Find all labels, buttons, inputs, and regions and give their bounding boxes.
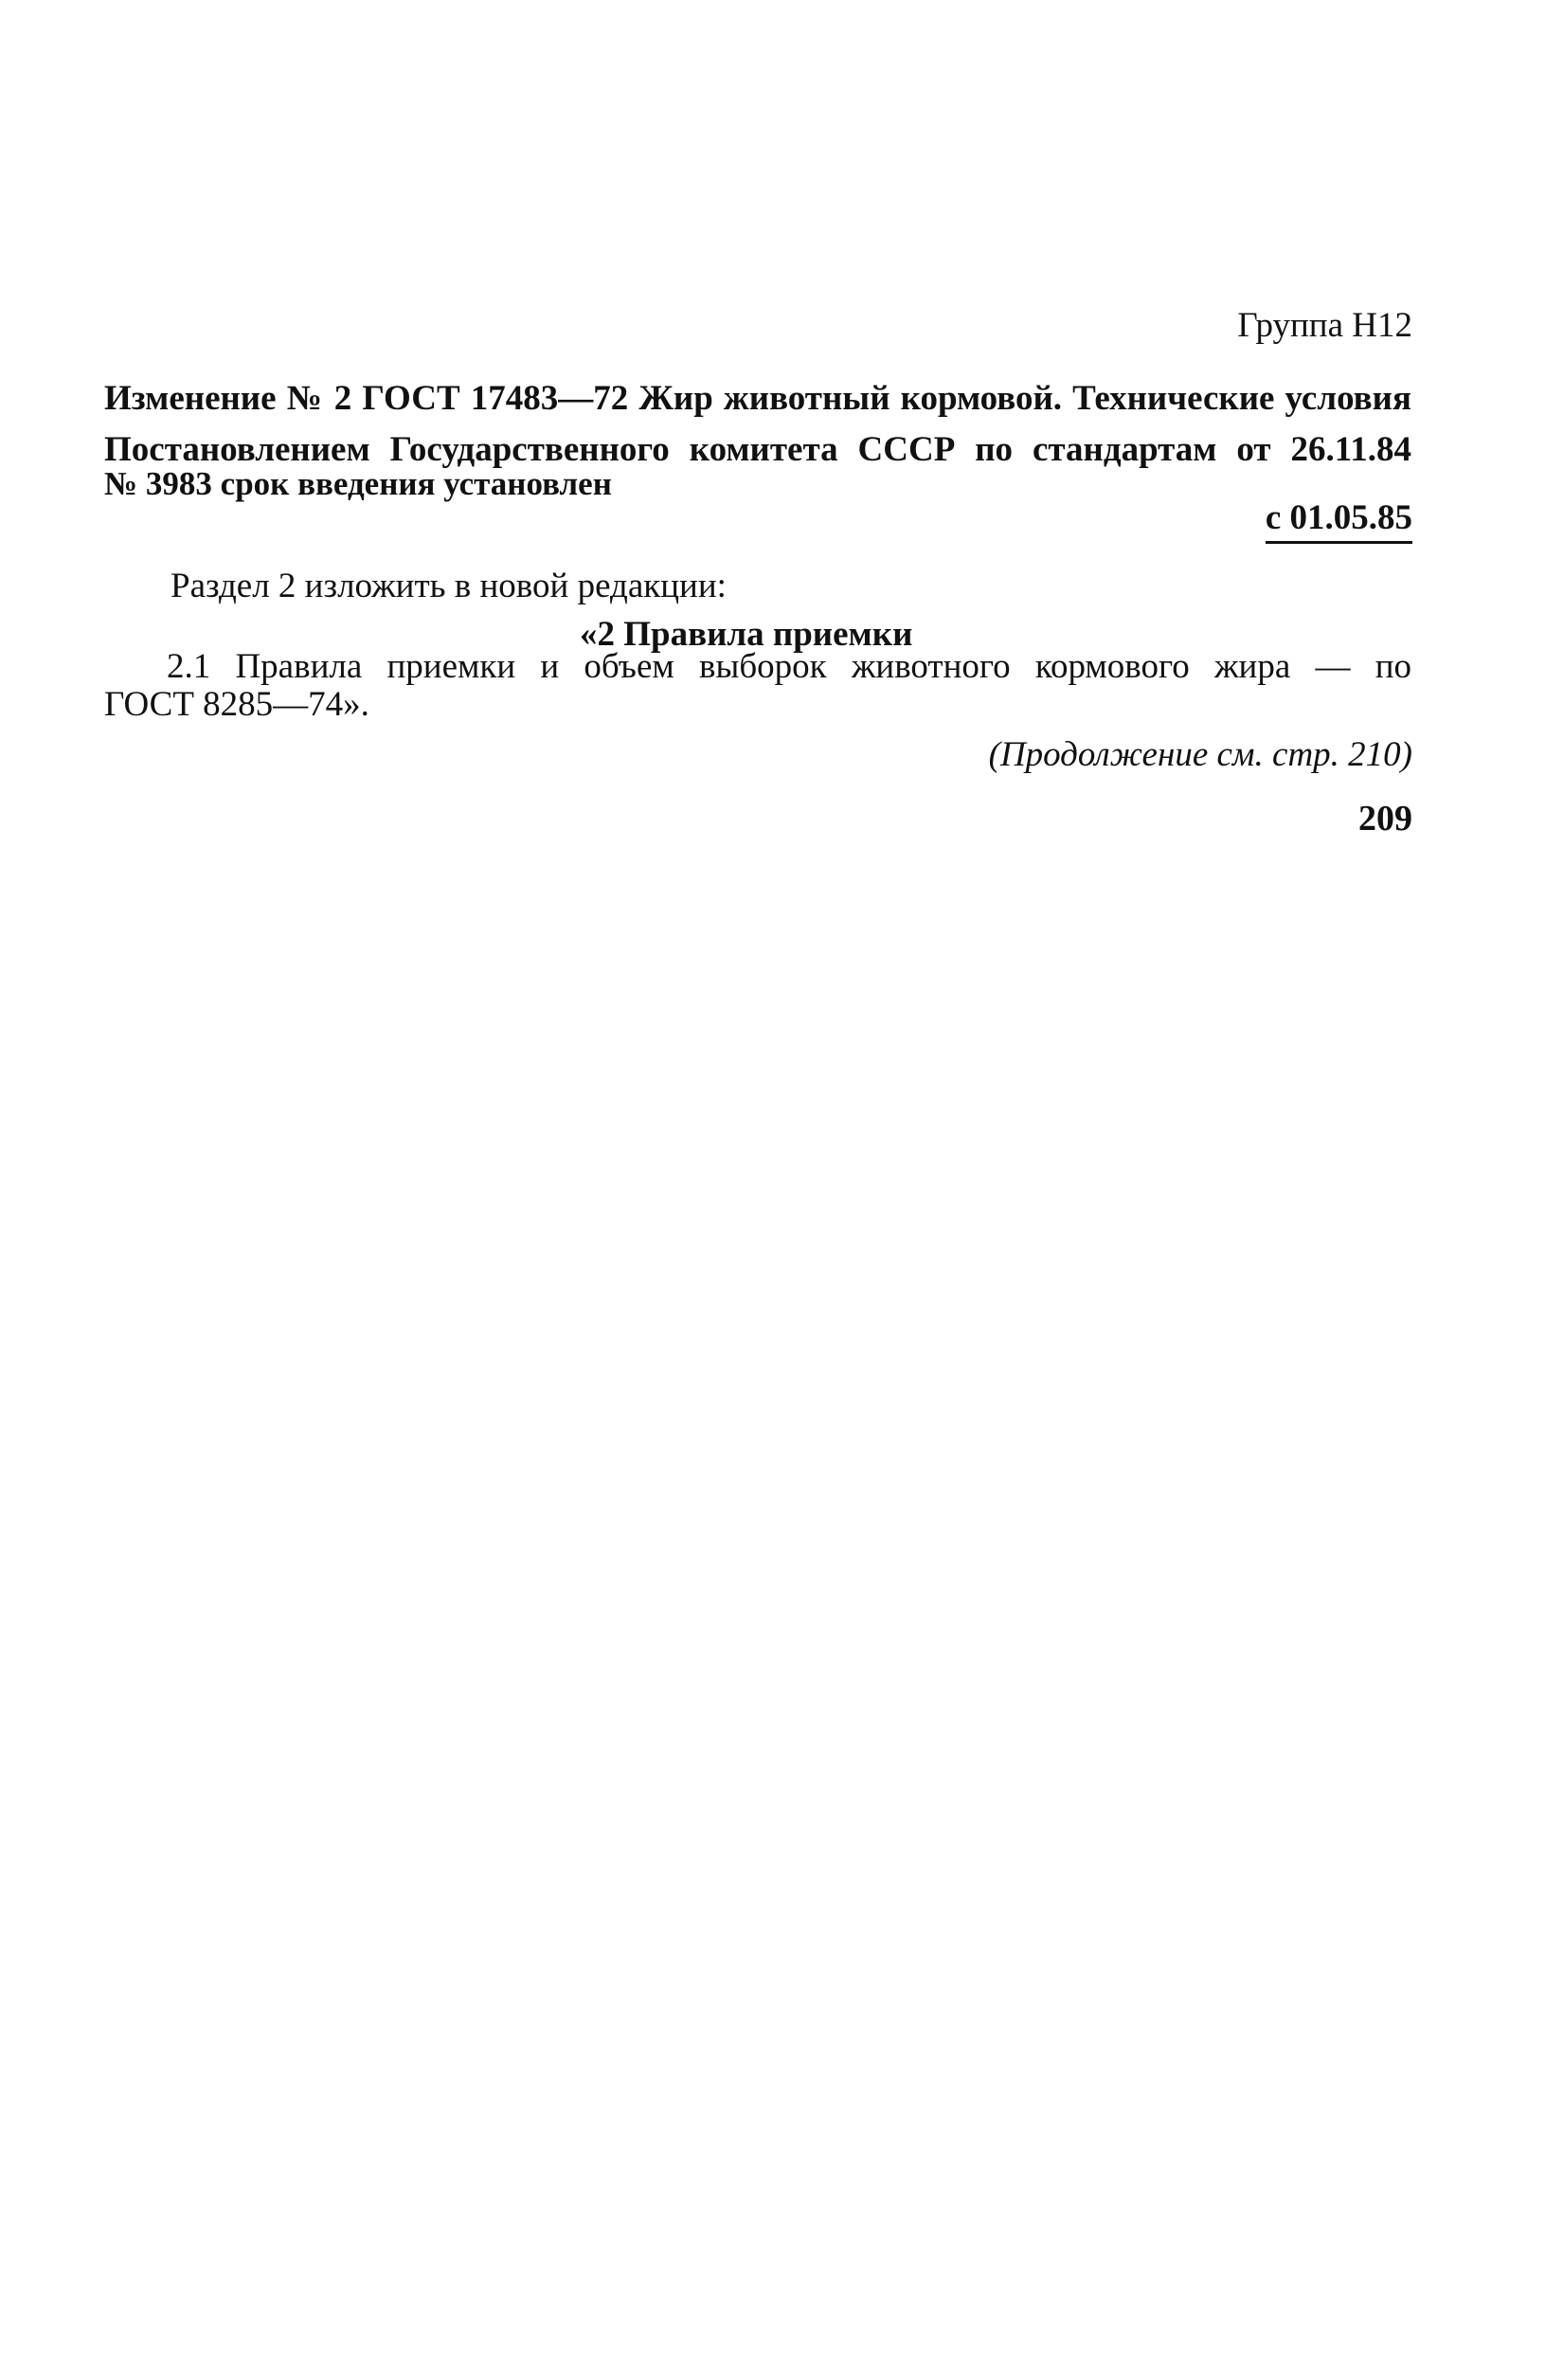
clause-text: 2.1 Правила приемки и объем выборок животного кормового жира — по [167,647,1411,686]
decree-line: Постановлением Государственного комитета СССР по стандартам от 26.11.84 [104,430,1411,469]
clause-text-continuation: ГОСТ 8285—74». [104,685,369,724]
effective-date: с 01.05.85 [1266,500,1412,544]
section-intro: Раздел 2 изложить в новой редакции: [171,567,727,605]
group-label: Группа Н12 [1237,306,1412,345]
section-heading: «2 Правила приемки [580,615,913,654]
amendment-title: Изменение № 2 ГОСТ 17483—72 Жир животный кормовой. Технические условия [104,379,1411,418]
decree-line-continuation: № 3983 срок введения установлен [104,465,612,502]
page-number: 209 [1358,799,1412,838]
continuation-note: (Продолжение см. стр. 210) [988,735,1412,774]
